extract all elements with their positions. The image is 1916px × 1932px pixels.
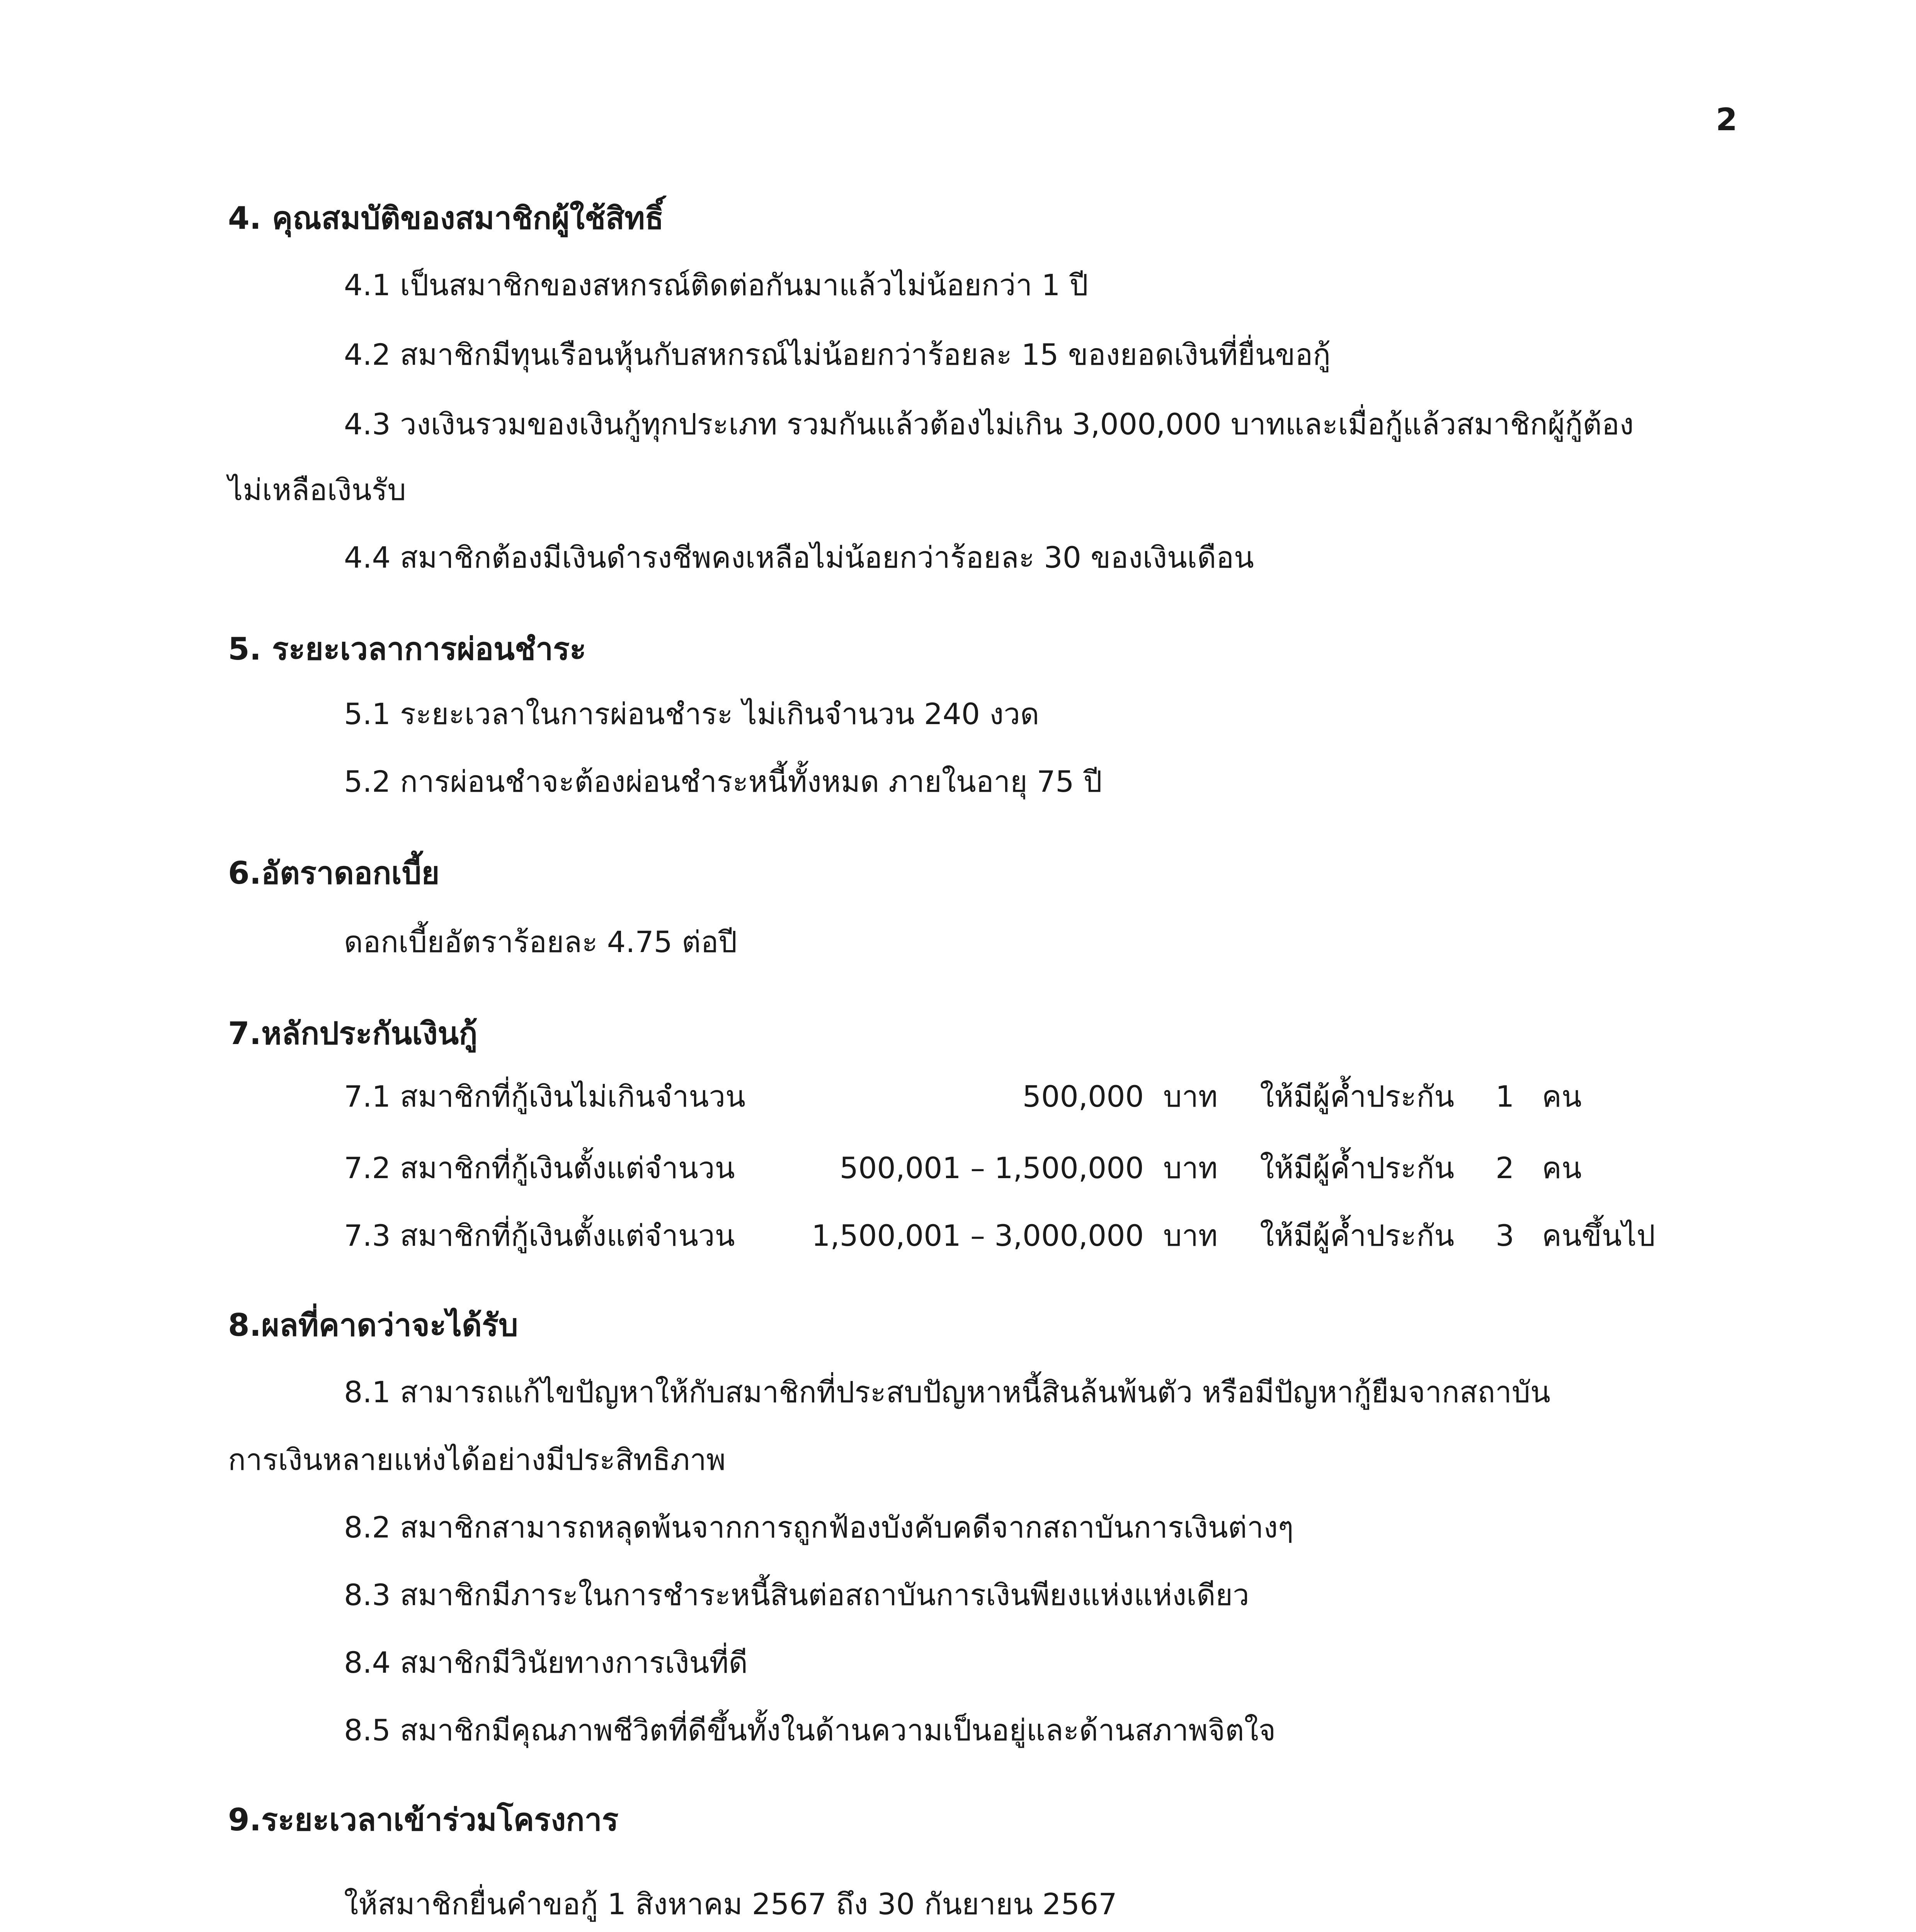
page-number: 2 bbox=[1716, 102, 1737, 138]
section-8-item-1-cont: การเงินหลายแห่งได้อย่างมีประสิทธิภาพ bbox=[228, 1442, 726, 1477]
section-8-item-3: 8.3 สมาชิกมีภาระในการชำระหนี้สินต่อสถาบันการเงินพียงแห่งแห่งเดียว bbox=[344, 1578, 1249, 1612]
section-6-text: ดอกเบี้ยอัตราร้อยละ 4.75 ต่อปี bbox=[344, 925, 737, 959]
section-8-heading: 8.ผลที่คาดว่าจะได้รับ bbox=[228, 1307, 518, 1343]
section-9-text: ให้สมาชิกยื่นคำขอกู้ 1 สิงหาคม 2567 ถึง 30 กันยายน 2567 bbox=[344, 1887, 1117, 1921]
section-5-heading: 5. ระยะเวลาการผ่อนชำระ bbox=[228, 631, 586, 667]
guarantee-row-label: 7.3 สมาชิกที่กู้เงินตั้งแต่จำนวน bbox=[344, 1218, 735, 1253]
section-8-item-1: 8.1 สามารถแก้ไขปัญหาให้กับสมาชิกที่ประสบปัญหาหนี้สินล้นพ้นตัว หรือมีปัญหากู้ยืมจากสถาบัน bbox=[344, 1375, 1550, 1409]
guarantee-row-suffix: คนขึ้นไป bbox=[1542, 1218, 1656, 1253]
section-4-heading: 4. คุณสมบัติของสมาชิกผู้ใช้สิทธิ์ bbox=[228, 200, 664, 236]
section-7-heading: 7.หลักประกันเงินกู้ bbox=[228, 1015, 478, 1051]
section-5-item-1: 5.1 ระยะเวลาในการผ่อนชำระ ไม่เกินจำนวน 240 งวด bbox=[344, 697, 1040, 731]
section-4-item-3: 4.3 วงเงินรวมของเงินกู้ทุกประเภท รวมกันแล้วต้องไม่เกิน 3,000,000 บาทและเมื่อกู้แล้วสมาชิกผู้กู้ต้อง bbox=[344, 407, 1634, 441]
guarantee-row-guarantor: ให้มีผู้ค้ำประกัน bbox=[1260, 1151, 1455, 1185]
section-4-item-2: 4.2 สมาชิกมีทุนเรือนหุ้นกับสหกรณ์ไม่น้อยกว่าร้อยละ 15 ของยอดเงินที่ยื่นขอกู้ bbox=[344, 337, 1331, 372]
section-5-item-2: 5.2 การผ่อนชำจะต้องผ่อนชำระหนี้ทั้งหมด ภายในอายุ 75 ปี bbox=[344, 764, 1102, 799]
section-8-item-2: 8.2 สมาชิกสามารถหลุดพ้นจากการถูกฟ้องบังคับคดีจากสถาบันการเงินต่างๆ bbox=[344, 1510, 1294, 1544]
section-6-heading: 6.อัตราดอกเบี้ย bbox=[228, 855, 440, 891]
guarantee-row-count: 1 bbox=[1496, 1079, 1514, 1114]
guarantee-row-amount: 500,000 bbox=[1022, 1079, 1144, 1114]
guarantee-row-label: 7.1 สมาชิกที่กู้เงินไม่เกินจำนวน bbox=[344, 1079, 745, 1114]
section-4-item-3-cont: ไม่เหลือเงินรับ bbox=[228, 473, 406, 507]
guarantee-row-amount: 1,500,001 – 3,000,000 bbox=[812, 1218, 1144, 1253]
guarantee-row-suffix: คน bbox=[1542, 1079, 1582, 1114]
guarantee-row-unit: บาท bbox=[1163, 1079, 1218, 1114]
section-4-item-4: 4.4 สมาชิกต้องมีเงินดำรงชีพคงเหลือไม่น้อยกว่าร้อยละ 30 ของเงินเดือน bbox=[344, 540, 1254, 575]
section-8-item-5: 8.5 สมาชิกมีคุณภาพชีวิตที่ดีขึ้นทั้งในด้านความเป็นอยู่และด้านสภาพจิตใจ bbox=[344, 1713, 1276, 1747]
section-4-item-1: 4.1 เป็นสมาชิกของสหกรณ์ติดต่อกันมาแล้วไม่น้อยกว่า 1 ปี bbox=[344, 268, 1088, 302]
guarantee-row-unit: บาท bbox=[1163, 1218, 1218, 1253]
section-8-item-4: 8.4 สมาชิกมีวินัยทางการเงินที่ดี bbox=[344, 1645, 748, 1680]
guarantee-row-count: 2 bbox=[1496, 1151, 1514, 1185]
guarantee-row-label: 7.2 สมาชิกที่กู้เงินตั้งแต่จำนวน bbox=[344, 1151, 735, 1185]
guarantee-row-unit: บาท bbox=[1163, 1151, 1218, 1185]
guarantee-row-suffix: คน bbox=[1542, 1151, 1582, 1185]
section-9-heading: 9.ระยะเวลาเข้าร่วมโครงการ bbox=[228, 1802, 619, 1838]
guarantee-row-count: 3 bbox=[1496, 1218, 1514, 1253]
guarantee-row-guarantor: ให้มีผู้ค้ำประกัน bbox=[1260, 1218, 1455, 1253]
guarantee-row-guarantor: ให้มีผู้ค้ำประกัน bbox=[1260, 1079, 1455, 1114]
guarantee-row-amount: 500,001 – 1,500,000 bbox=[839, 1151, 1144, 1185]
